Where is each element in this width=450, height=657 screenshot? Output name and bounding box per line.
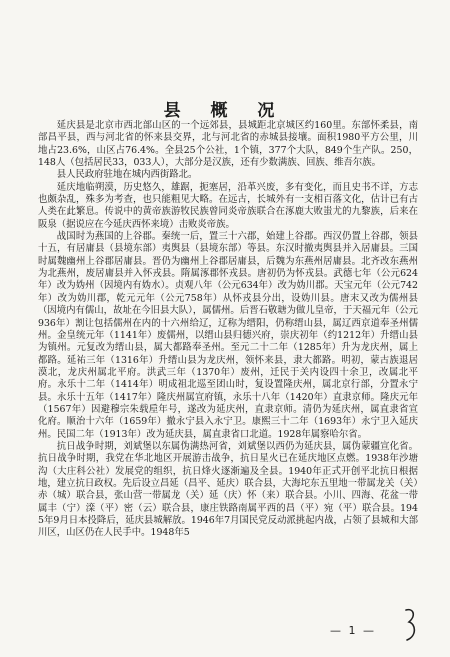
paragraph-4: 战国时为燕国的上谷郡。秦统一后，置三十六郡，始建上谷郡。西汉仍置上谷郡，领县十五，有居庸县（县境东部）夷舆县（县境东部）等县。东汉时撤夷舆县并入居庸县。三国时属魏幽州上谷郡居庸县。晋仍为幽州上谷郡居庸县，后魏为东燕州居庸县。北齐改东燕州为北燕州，废居庸县并入怀戎县。隋属涿郡怀戎县。唐初仍为怀戎县。武德七年（公元624年）改为妫州（因境内有妫水）。贞观八年（公元634年）改为妫川郡。天宝元年（公元742年）改为妫川郡，乾元元年（公元758年）从怀戎县分出，设妫川县。唐末又改为儒州县（因境内有儒山，故址在今旧县大队），属儒州。后晋石敬瑭为做儿皇帝，于天福元年（公元936年）割让包括儒州在内的十六州给辽，辽称为缙阳，仍称缙山县，属辽西京道奉圣州儒州。金皇统元年（1141年）废儒州，以缙山县归德兴府，崇庆初年（约1212年）升缙山县为镇州。元复改为缙山县，属大都路奉圣州。至元二十二年（1285年）升为龙庆州，属上都路。延祐三年（1316年）升缙山县为龙庆州，领怀来县，隶大都路。明初，蒙古族退居漠北，龙庆州属北平府。洪武三年（1370年）废州，迁民于关内设四十余卫，改属北平府。永乐十二年（1414年）明成祖北巡至团山时，复设置隆庆州，属北京行部，分置永宁县。永乐十五年（1417年）隆庆州属宣府镇，永乐十八年（1420年）直隶京师。隆庆元年（1567年）因避穆宗朱载垕年号，遂改为延庆州，直隶京师。清仍为延庆州，属直隶省宣化府。顺治十六年（1659年）撤永宁县入永宁卫。康熙三十二年（1693年）永宁卫入延庆州。民国二年（1913年）改为延庆县，属直隶省口北道。1928年属察哈尔省。 — [38, 231, 418, 440]
paragraph-2: 县人民政府驻地在城内西街路北。 — [56, 169, 198, 181]
page-number: — 1 — — [330, 624, 376, 637]
paragraph-3: 延庆地临朔漠，历史悠久，雄踞，扼塞居，沿革兴废，多有变化，而且史书不详，方志也颇杂乱，殊多为考查，也只能粗见大略。在远古，长城外有一支相百落文化，估计已有古人类在此繁息。传说中的黄帝族游牧民族曾同炎帝族联合在涿鹿大败蚩尤的九黎族，后来在阪泉（据说应在今延庆西怀来境）击败炎帝族。 — [38, 181, 418, 230]
paragraph-5: 抗日战争时期，刘斌堡以东属伪满热河省，刘斌堡以西仍为延庆县，属伪蒙疆宣化省。抗日战争时期，我党在华北地区开展游击战争，抗日星火已在延庆地区点燃。1938年沙塘沟（大庄科公社）发展党的组织，抗日烽火逐渐遍及全县。1940年正式开创平北抗日根据地，建立抗日政权。先后设立昌延（昌平、延庆）联合县，大海坨东五里地一带属龙关（关）赤（城）联合县，张山营一带属龙（关）延（庆）怀（来）联合县。小川、四海、花盆一带属丰（宁）滦（平）密（云）联合县，康庄铁路南属平西的昌（平）宛（平）联合县。1945年9月日本投降后，延庆县城解放。1946年7月国民党反动派挑起内战，占领了县城和大部川区，山区仍在人民手中。1948年5 — [38, 440, 418, 539]
page-title: 县 概 况 — [163, 101, 287, 121]
document-body — [38, 120, 418, 540]
paragraph-1: 延庆县是北京市西北部山区的一个远郊县，县城距北京城区约160里。东部怀柔县，南部昌平县，西与河北省的怀来县交界，北与河北省的赤城县接壤。面积1980平方公里，川地占23.6%，山区占76.4%。全县25个公社，1个镇，377个大队，849个生产队。250，148人（包括居民33，033人），大部分是汉族，还有少数满族、回族、维吾尔族。 — [38, 120, 418, 169]
handwritten-mark-icon — [404, 606, 418, 644]
